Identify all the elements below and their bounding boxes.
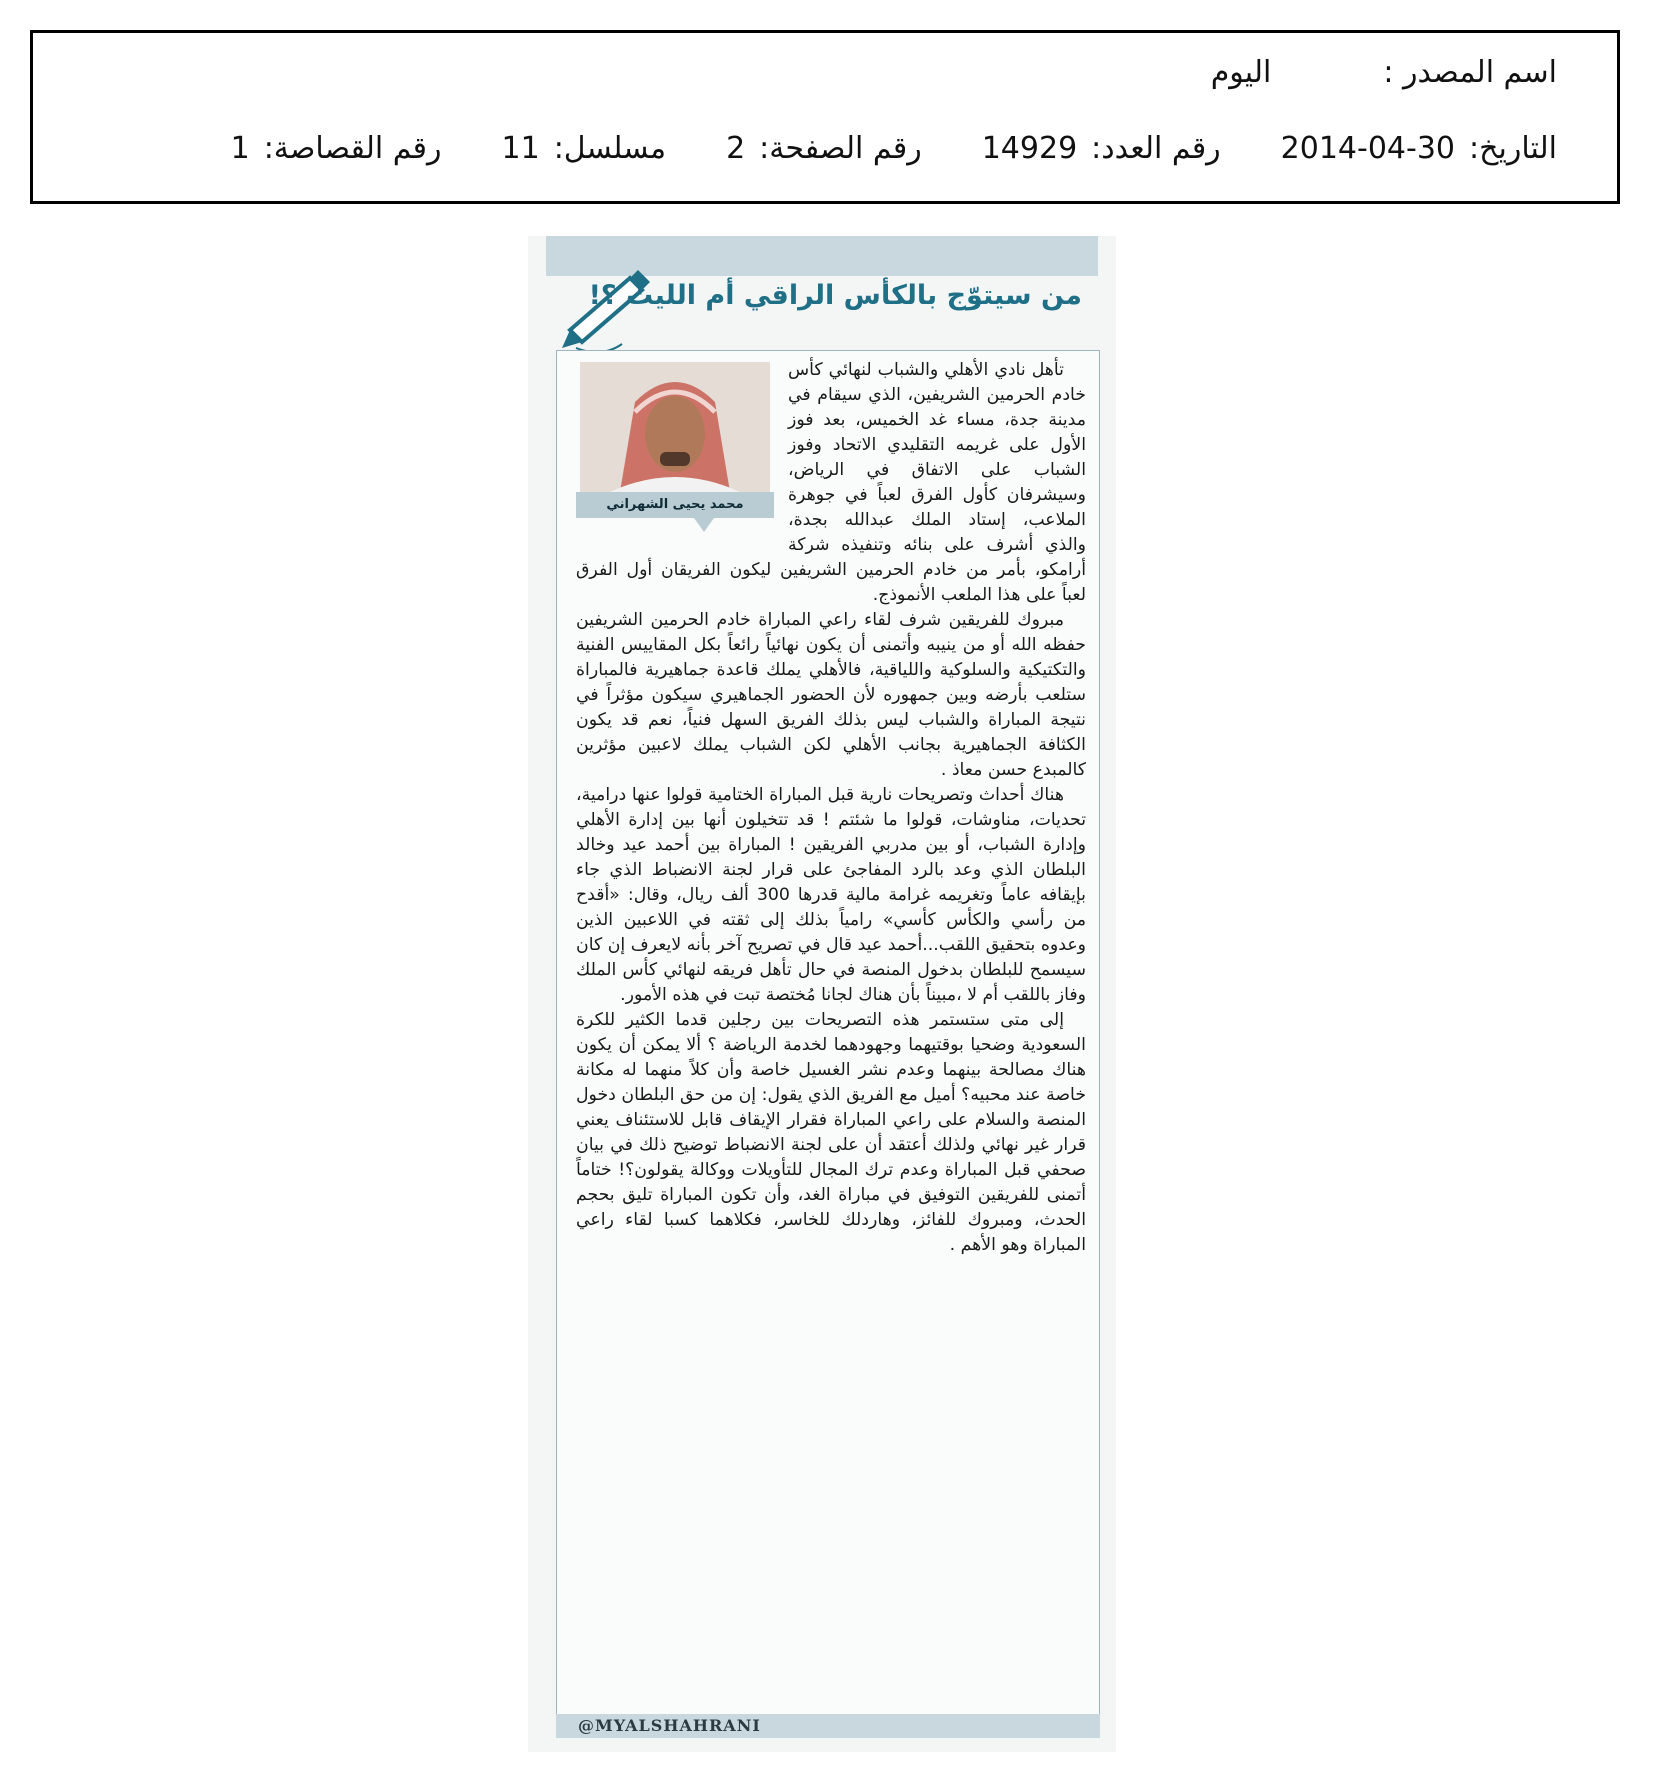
page-field: [726, 131, 922, 167]
source-value: اليوم: [1210, 55, 1272, 90]
source-label: اسم المصدر :: [1383, 55, 1557, 90]
caption-pointer: [694, 518, 714, 532]
date-label: التاريخ:: [1469, 131, 1557, 166]
article-paragraph-1: تأهل نادي الأهلي والشباب لنهائي كأس خادم الحرمين الشريفين، الذي سيقام في مدينة جدة، مساء غد الخميس، بعد فوز الأول على غريمه التقليدي الاتحاد وفوز الشباب على الاتفاق في الرياض، وسيشرفان كأول الفرق لعباً في جوهرة الملاعب، إستاد الملك عبدالله بجدة، والذي أشرف على بنائه وتنفيذه شركة أرامكو، بأمر من خادم الحرمين الشريفين ليكون الفريقان أول الفرق لعباً على هذا الملعب الأنموذج.: [576, 360, 1086, 605]
author-photo-block: [576, 358, 774, 540]
author-photo: [580, 362, 770, 492]
article-paragraph-4: إلى متى ستستمر هذه التصريحات بين رجلين قدما الكثير للكرة السعودية وضحيا بوقتيهما وجهودهما لخدمة الرياضة ؟ ألا يمكن أن يكون هناك مصالحة بينهما وعدم نشر الغسيل خاصة وأن كلاً منهما له مكانة خاصة عند محبيه؟ أميل مع الفريق الذي يقول: إن من حق البلطان دخول المنصة والسلام على راعي المباراة فقرار الإيقاف قابل للاستئناف يعني قرار غير نهائي ولذلك أعتقد أن على لجنة الانضباط توضيح ذلك في بيان صحفي قبل المباراة وعدم ترك المجال للتأويلات ووكالة يقولون؟! ختاماً أتمنى للفريقين التوفيق في مباراة الغد، وأن تكون المباراة تليق بحجم الحدث، ومبروك للفائز، وهاردلك للخاسر، فكلاهما كسبا لقاء راعي المباراة وهو الأهم .: [576, 1010, 1086, 1255]
serial-value: 11: [501, 131, 540, 166]
source-info-box: [30, 30, 1620, 204]
article-body: [576, 358, 1086, 1258]
author-name: محمد يحيى الشهراني: [576, 492, 774, 518]
issue-value: 14929: [981, 131, 1078, 166]
date-field: [1281, 131, 1557, 167]
author-twitter-handle: @MYALSHAHRANI: [578, 1716, 761, 1735]
article-paragraph-2: مبروك للفريقين شرف لقاء راعي المباراة خادم الحرمين الشريفين حفظه الله أو من ينيبه وأتمنى أن يكون نهائياً رائعاً بكل المقاييس الفنية والتكتيكية والسلوكية واللياقية، فالأهلي يملك قاعدة جماهيرية فالمباراة ستلعب بأرضه وبين جمهوره لأن الحضور الجماهيري سيكون مؤثراً في نتيجة المباراة والشباب ليس بذلك الفريق السهل فنياً، نعم قد يكون الكثافة الجماهيرية بجانب الأهلي لكن الشباب يملك لاعبين مؤثرين كالمبدع حسن معاذ .: [576, 610, 1086, 780]
source-row: [1211, 55, 1557, 91]
serial-label: مسلسل:: [553, 131, 667, 166]
issue-details-row: [231, 131, 1557, 167]
issue-label: رقم العدد:: [1091, 131, 1221, 166]
clip-value: 1: [230, 131, 250, 166]
clip-label: رقم القصاصة:: [263, 131, 442, 166]
issue-field: [982, 131, 1221, 167]
article-headline: من سيتوّج بالكأس الراقي أم الليث ؟!: [588, 280, 1082, 311]
date-value: 2014-04-30: [1280, 131, 1456, 166]
serial-field: [502, 131, 667, 167]
page-value: 2: [726, 131, 746, 166]
clip-field: [231, 131, 442, 167]
newspaper-clipping: [528, 236, 1116, 1752]
page-label: رقم الصفحة:: [759, 131, 922, 166]
article-paragraph-3: هناك أحداث وتصريحات نارية قبل المباراة الختامية قولوا عنها درامية، تحديات، مناوشات، قولوا ما شئتم ! قد تتخيلون أنها بين إدارة الأهلي وإدارة الشباب، أو بين مدربي الفريقين ! المباراة بين أحمد عيد وخالد البلطان الذي وعد بالرد المفاجئ على قرار لجنة الانضباط الذي جاء بإيقافه عاماً وتغريمه غرامة مالية قدرها 300 ألف ريال، وقال: «أقدح من رأسي والكأس كأسي» رامياً بذلك إلى ثقته في اللاعبين الذين وعدوه بتحقيق اللقب...أحمد عيد قال في تصريح آخر بأنه لايعرف إن كان سيسمح للبلطان بدخول المنصة في حال تأهل فريقه لنهائي كأس الملك وفاز باللقب أم لا ،مبيناً بأن هناك لجانا مُختصة تبت في هذه الأمور.: [576, 785, 1086, 1005]
